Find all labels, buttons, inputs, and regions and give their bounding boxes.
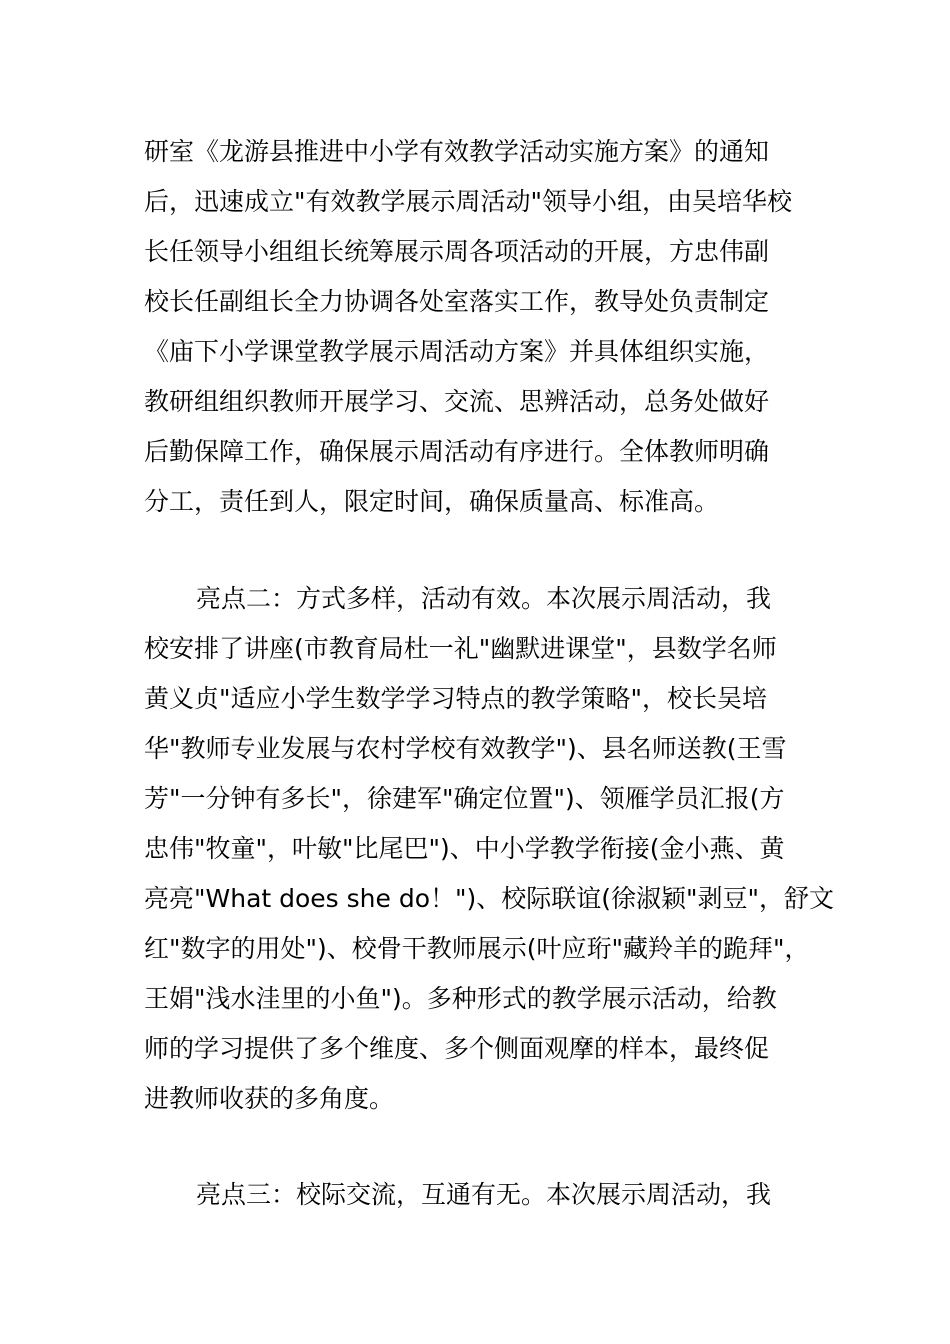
- text-line: 忠伟"牧童"，叶敏"比尾巴")、中小学教学衔接(金小燕、黄: [144, 834, 785, 863]
- text-line: 后勤保障工作，确保展示周活动有序进行。全体教师明确: [144, 437, 770, 466]
- text-line: 亮点二：方式多样，活动有效。本次展示周活动，我: [196, 584, 772, 613]
- text-line: 校长任副组长全力协调各处室落实工作，教导处负责制定: [144, 287, 770, 316]
- text-line: 芳"一分钟有多长"，徐建军"确定位置")、领雁学员汇报(方: [144, 784, 785, 813]
- text-line: 亮亮"What does she do！")、校际联谊(徐淑颖"剥豆"，舒文: [144, 884, 835, 913]
- text-line: 《庙下小学课堂教学展示周活动方案》并具体组织实施，: [144, 337, 770, 366]
- text-line: 红"数字的用处")、校骨干教师展示(叶应珩"藏羚羊的跪拜"，: [144, 934, 810, 963]
- text-line: 后，迅速成立"有效教学展示周活动"领导小组，由吴培华校: [144, 187, 793, 216]
- paragraph-leadership: [144, 127, 844, 527]
- text-line: 华"教师专业发展与农村学校有效教学")、县名师送教(王雪: [144, 734, 787, 763]
- text-line: 进教师收获的多角度。: [144, 1084, 395, 1113]
- text-line: 校安排了讲座(市教育局杜一礼"幽默进课堂"，县数学名师: [144, 634, 777, 663]
- text-line: 王娟"浅水洼里的小鱼")。多种形式的教学展示活动，给教: [144, 984, 777, 1013]
- text-line: 亮点三：校际交流，互通有无。本次展示周活动，我: [196, 1180, 772, 1209]
- text-line: 黄义贞"适应小学生数学学习特点的教学策略"，校长吴培: [144, 684, 768, 713]
- text-line: 教研组组织教师开展学习、交流、思辨活动，总务处做好: [144, 387, 770, 416]
- paragraph-highlight-three: [144, 1170, 844, 1220]
- text-line: 分工，责任到人，限定时间，确保质量高、标准高。: [144, 487, 720, 516]
- paragraph-highlight-two: [144, 574, 844, 1124]
- text-line: 师的学习提供了多个维度、多个侧面观摩的样本，最终促: [144, 1034, 770, 1063]
- text-line: 研室《龙游县推进中小学有效教学活动实施方案》的通知: [144, 137, 770, 166]
- text-line: 长任领导小组组长统筹展示周各项活动的开展，方忠伟副: [144, 237, 770, 266]
